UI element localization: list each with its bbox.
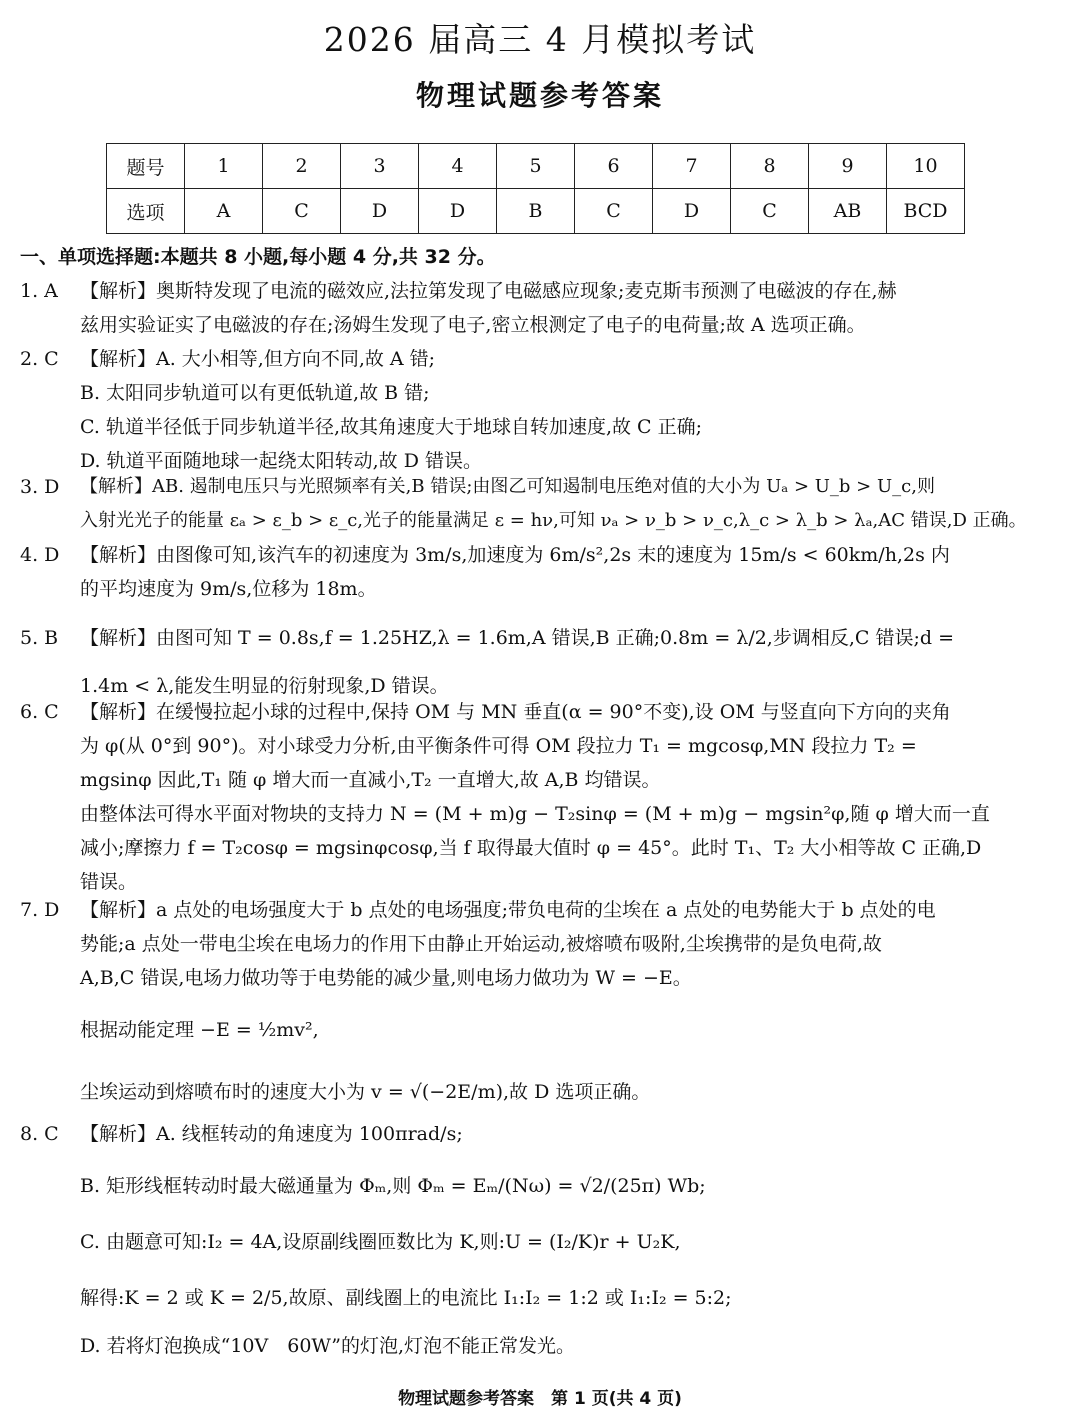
- explanation-line: 错误。: [80, 871, 138, 893]
- explanation-line: mgsinφ 因此,T₁ 随 φ 增大而一直减小,T₂ 一直增大,故 A,B 均错误。: [80, 769, 661, 791]
- answer-cell: D: [653, 189, 731, 234]
- question-3: [20, 470, 1060, 538]
- question-number: 5: [497, 144, 575, 189]
- answer-cell: A: [185, 189, 263, 234]
- explanation-line: 为 φ(从 0°到 90°)。对小球受力分析,由平衡条件可得 OM 段拉力 T₁ = mgcosφ,MN 段拉力 T₂ =: [80, 735, 917, 757]
- answer-cell: C: [731, 189, 809, 234]
- explanation-line: 1.4m < λ,能发生明显的衍射现象,D 错误。: [80, 675, 449, 697]
- number-row-label: 题号: [107, 144, 185, 189]
- explanation-line: 【解析】A. 大小相等,但方向不同,故 A 错;: [80, 348, 436, 370]
- explanation-line: B. 太阳同步轨道可以有更低轨道,故 B 错;: [80, 382, 430, 404]
- question-number: 9: [809, 144, 887, 189]
- answer-cell: C: [263, 189, 341, 234]
- section-heading: 一、单项选择题:本题共 8 小题,每小题 4 分,共 32 分。: [20, 246, 496, 268]
- question-label: 1. A: [20, 280, 58, 302]
- question-label: 8. C: [20, 1123, 59, 1145]
- explanation-line: B. 矩形线框转动时最大磁通量为 Φₘ,则 Φₘ = Eₘ/(Nω) = √2/(25π) Wb;: [80, 1175, 706, 1197]
- answer-cell: BCD: [887, 189, 965, 234]
- question-number: 6: [575, 144, 653, 189]
- question-label: 5. B: [20, 627, 59, 649]
- question-number: 4: [419, 144, 497, 189]
- page-title: 2026 届高三 4 月模拟考试: [323, 20, 757, 59]
- question-number: 1: [185, 144, 263, 189]
- question-1: [20, 274, 1060, 342]
- question-number: 2: [263, 144, 341, 189]
- question-label: 7. D: [20, 899, 60, 921]
- explanation-line: 【解析】奥斯特发现了电流的磁效应,法拉第发现了电磁感应现象;麦克斯韦预测了电磁波的存在,赫: [80, 280, 897, 302]
- question-label: 6. C: [20, 701, 59, 723]
- answer-cell: B: [497, 189, 575, 234]
- answer-table-answer-row: [107, 189, 965, 234]
- page-subtitle: 物理试题参考答案: [415, 79, 664, 112]
- explanation-line: 由整体法可得水平面对物块的支持力 N = (M + m)g − T₂sinφ = (M + m)g − mgsin²φ,随 φ 增大而一直: [80, 803, 990, 825]
- explanation-line: 兹用实验证实了电磁波的存在;汤姆生发现了电子,密立根测定了电子的电荷量;故 A 选项正确。: [80, 314, 866, 336]
- explanation-line: 解得:K = 2 或 K = 2/5,故原、副线圈上的电流比 I₁:I₂ = 1:2 或 I₁:I₂ = 5:2;: [80, 1287, 732, 1309]
- question-number: 8: [731, 144, 809, 189]
- explanation-line: 尘埃运动到熔喷布时的速度大小为 v = √(−2E/m),故 D 选项正确。: [80, 1081, 651, 1103]
- explanation-line: 【解析】A. 线框转动的角速度为 100πrad/s;: [80, 1123, 463, 1145]
- explanation-line: A,B,C 错误,电场力做功等于电势能的减少量,则电场力做功为 W = −E。: [80, 967, 692, 989]
- explanation-line: D. 若将灯泡换成“10V 60W”的灯泡,灯泡不能正常发光。: [80, 1335, 576, 1357]
- explanation-line: 入射光光子的能量 εₐ > ε_b > ε_c,光子的能量满足 ε = hν,可知 νₐ > ν_b > ν_c,λ_c > λ_b > λₐ,AC 错误,D 正确。: [80, 510, 1027, 531]
- question-label: 3. D: [20, 476, 60, 498]
- page-footer: 物理试题参考答案 第 1 页(共 4 页): [398, 1389, 682, 1409]
- explanation-line: 【解析】AB. 遏制电压只与光照频率有关,B 错误;由图乙可知遏制电压绝对值的大小为 Uₐ > U_b > U_c,则: [80, 476, 935, 497]
- explanation-line: 根据动能定理 −E = ½mv²,: [80, 1019, 319, 1041]
- explanation-line: 【解析】a 点处的电场强度大于 b 点处的电场强度;带负电荷的尘埃在 a 点处的电势能大于 b 点处的电: [80, 899, 936, 921]
- explanation-line: 【解析】由图可知 T = 0.8s,f = 1.25HZ,λ = 1.6m,A 错误,B 正确;0.8m = λ/2,步调相反,C 错误;d =: [80, 627, 954, 649]
- explanation-line: C. 轨道半径低于同步轨道半径,故其角速度大于地球自转加速度,故 C 正确;: [80, 416, 703, 438]
- question-6: [20, 695, 1060, 899]
- question-4: [20, 538, 1060, 606]
- explanation-line: 【解析】在缓慢拉起小球的过程中,保持 OM 与 MN 垂直(α = 90°不变),设 OM 与竖直向下方向的夹角: [80, 701, 951, 723]
- explanation-line: D. 轨道平面随地球一起绕太阳转动,故 D 错误。: [80, 450, 482, 472]
- answer-row-label: 选项: [107, 189, 185, 234]
- explanation-line: 势能;a 点处一带电尘埃在电场力的作用下由静止开始运动,被熔喷布吸附,尘埃携带的是负电荷,故: [80, 933, 882, 955]
- question-number: 7: [653, 144, 731, 189]
- question-label: 4. D: [20, 544, 60, 566]
- explanation-line: 的平均速度为 9m/s,位移为 18m。: [80, 578, 377, 600]
- question-2: [20, 342, 1060, 478]
- question-label: 2. C: [20, 348, 59, 370]
- explanation-line: 减小;摩擦力 f = T₂cosφ = mgsinφcosφ,当 f 取得最大值时 φ = 45°。此时 T₁、T₂ 大小相等故 C 正确,D: [80, 837, 982, 859]
- answer-cell: AB: [809, 189, 887, 234]
- explanation-line: 【解析】由图像可知,该汽车的初速度为 3m/s,加速度为 6m/s²,2s 末的速度为 15m/s < 60km/h,2s 内: [80, 544, 950, 566]
- answer-cell: C: [575, 189, 653, 234]
- explanation-line: C. 由题意可知:I₂ = 4A,设原副线圈匝数比为 K,则:U = (I₂/K)r + U₂K,: [80, 1231, 681, 1253]
- answer-cell: D: [419, 189, 497, 234]
- question-number: 10: [887, 144, 965, 189]
- answer-table-number-row: [107, 144, 965, 189]
- question-8: [20, 1117, 1060, 1363]
- answer-table: [106, 143, 965, 234]
- question-7: [20, 893, 1060, 1109]
- question-number: 3: [341, 144, 419, 189]
- answer-cell: D: [341, 189, 419, 234]
